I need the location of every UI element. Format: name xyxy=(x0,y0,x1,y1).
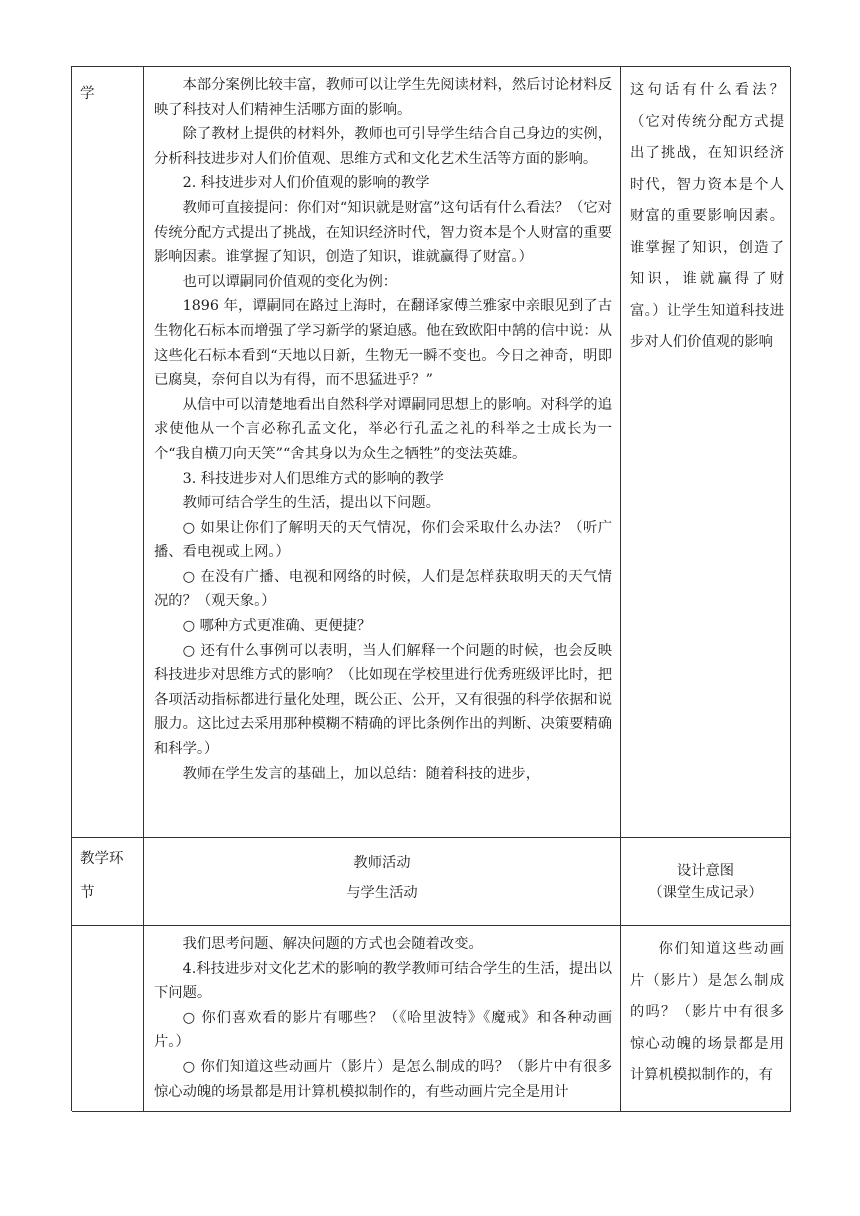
question-item: ○ 还有什么事例可以表明，当人们解释一个问题的时候，也会反映科技进步对思维方式的影响？（比如现在学校里进行优秀班级评比时，把各项活动指标都进行量化处理，既公正、公开，又有很强的科学依据和说服力。这比过去采用那种模糊不精确的评比条例作出的判断、决策要精确和科学。） xyxy=(154,642,612,758)
design-intent-cell xyxy=(621,926,791,1112)
header-activity-line: 教师活动 xyxy=(353,855,411,871)
lesson-plan-table xyxy=(71,66,790,1111)
paragraph: 教师可直接提问：你们对“知识就是财富”这句话有什么看法？（它对传统分配方式提出了挑战，在知识经济时代，智力资本是个人财富的重要影响因素。谁掌握了知识，创造了知识，谁就赢得了财富。） xyxy=(154,199,612,266)
section-heading: 3. 科技进步对人们思维方式的影响的教学 xyxy=(182,470,444,487)
stage-cell xyxy=(72,926,144,1112)
header-intent-line: 设计意图 xyxy=(676,863,735,879)
design-intent-cell xyxy=(621,67,791,838)
paragraph: 这句话有什么看法？（它对传统分配方式提出了挑战，在知识经济时代，智力资本是个人财富的重要影响因素。谁掌握了知识，创造了知识，谁就赢得了财富。）让学生知道科技进步对人们价值观的影响 xyxy=(630,82,784,350)
question-item: ○ 你们喜欢看的影片有哪些？（《哈里波特》《魔戒》和各种动画片。） xyxy=(154,1009,612,1051)
teacher-activity-text xyxy=(144,926,620,1104)
paragraph: 教师可结合学生的生活，提出以下问题。 xyxy=(182,495,440,512)
teacher-activity-cell xyxy=(144,926,621,1112)
teacher-activity-cell xyxy=(144,67,621,838)
question-item: ○ 哪种方式更准确、更便捷？ xyxy=(182,618,372,635)
section-heading: 2. 科技进步对人们价值观的影响的教学 xyxy=(182,175,430,192)
header-intent-line: （课堂生成记录） xyxy=(648,885,763,901)
paragraph: 本部分案例比较丰富，教师可以让学生先阅读材料，然后讨论材料反映了科技对人们精神生活哪方面的影响。 xyxy=(154,77,612,118)
paragraph: 也可以谭嗣同价值观的变化为例： xyxy=(182,273,398,290)
header-activity-line: 与学生活动 xyxy=(346,885,418,901)
paragraph: 你们知道这些动画片（影片）是怎么制成的吗？（影片中有很多惊心动魄的场景都是用计算机模拟制作的，有 xyxy=(630,941,784,1083)
header-stage-line: 节 xyxy=(80,885,95,901)
paragraph: 1896 年，谭嗣同在路过上海时，在翻译家傅兰雅家中亲眼见到了古生物化石标本而增强了学习新学的紧迫感。他在致欧阳中鹄的信中说：从这些化石标本看到“天地以日新，生物无一瞬不变也。今日之神奇，明即已腐臭，奈何自以为有得，而不思猛进乎？” xyxy=(154,298,612,389)
header-stage-line: 教学环 xyxy=(80,851,124,867)
question-item: ○ 如果让你们了解明天的天气情况，你们会采取什么办法？（听广播、看电视或上网。） xyxy=(154,519,612,561)
header-intent-cell xyxy=(621,838,791,926)
stage-label: 学 xyxy=(80,86,95,102)
header-activity-label xyxy=(144,838,620,908)
paragraph: 教师在学生发言的基础上，加以总结：随着科技的进步， xyxy=(182,765,541,782)
header-stage-cell xyxy=(72,838,144,926)
paragraph: 除了教材上提供的材料外，教师也可引导学生结合自己身边的实例，分析科技进步对人们价值观、思维方式和文化艺术生活等方面的影响。 xyxy=(154,126,612,167)
paragraph: 从信中可以清楚地看出自然科学对谭嗣同思想上的影响。对科学的追求使他从一个言必称孔孟文化，举必行孔孟之礼的科举之士成长为一个“我自横刀向天笑”“舍其身以为众生之牺牲”的变法英雄。 xyxy=(154,396,612,462)
stage-cell xyxy=(72,67,144,838)
paragraph: 我们思考问题、解决问题的方式也会随着改变。 xyxy=(182,936,483,952)
question-item: ○ 你们知道这些动画片（影片）是怎么制成的吗？（影片中有很多惊心动魄的场景都是用计算机模拟制作的，有些动画片完全是用计 xyxy=(154,1058,612,1100)
design-intent-text xyxy=(621,67,790,359)
section-heading: 4.科技进步对文化艺术的影响的教学教师可结合学生的生活，提出以下问题。 xyxy=(154,960,612,1002)
header-activity-cell xyxy=(144,838,621,926)
header-stage-label xyxy=(72,838,143,910)
question-item: ○ 在没有广播、电视和网络的时候，人们是怎样获取明天的天气情况的？（观天象。） xyxy=(154,568,612,610)
teacher-activity-text xyxy=(144,67,620,786)
header-intent-label xyxy=(621,838,790,904)
design-intent-text xyxy=(621,926,790,1092)
